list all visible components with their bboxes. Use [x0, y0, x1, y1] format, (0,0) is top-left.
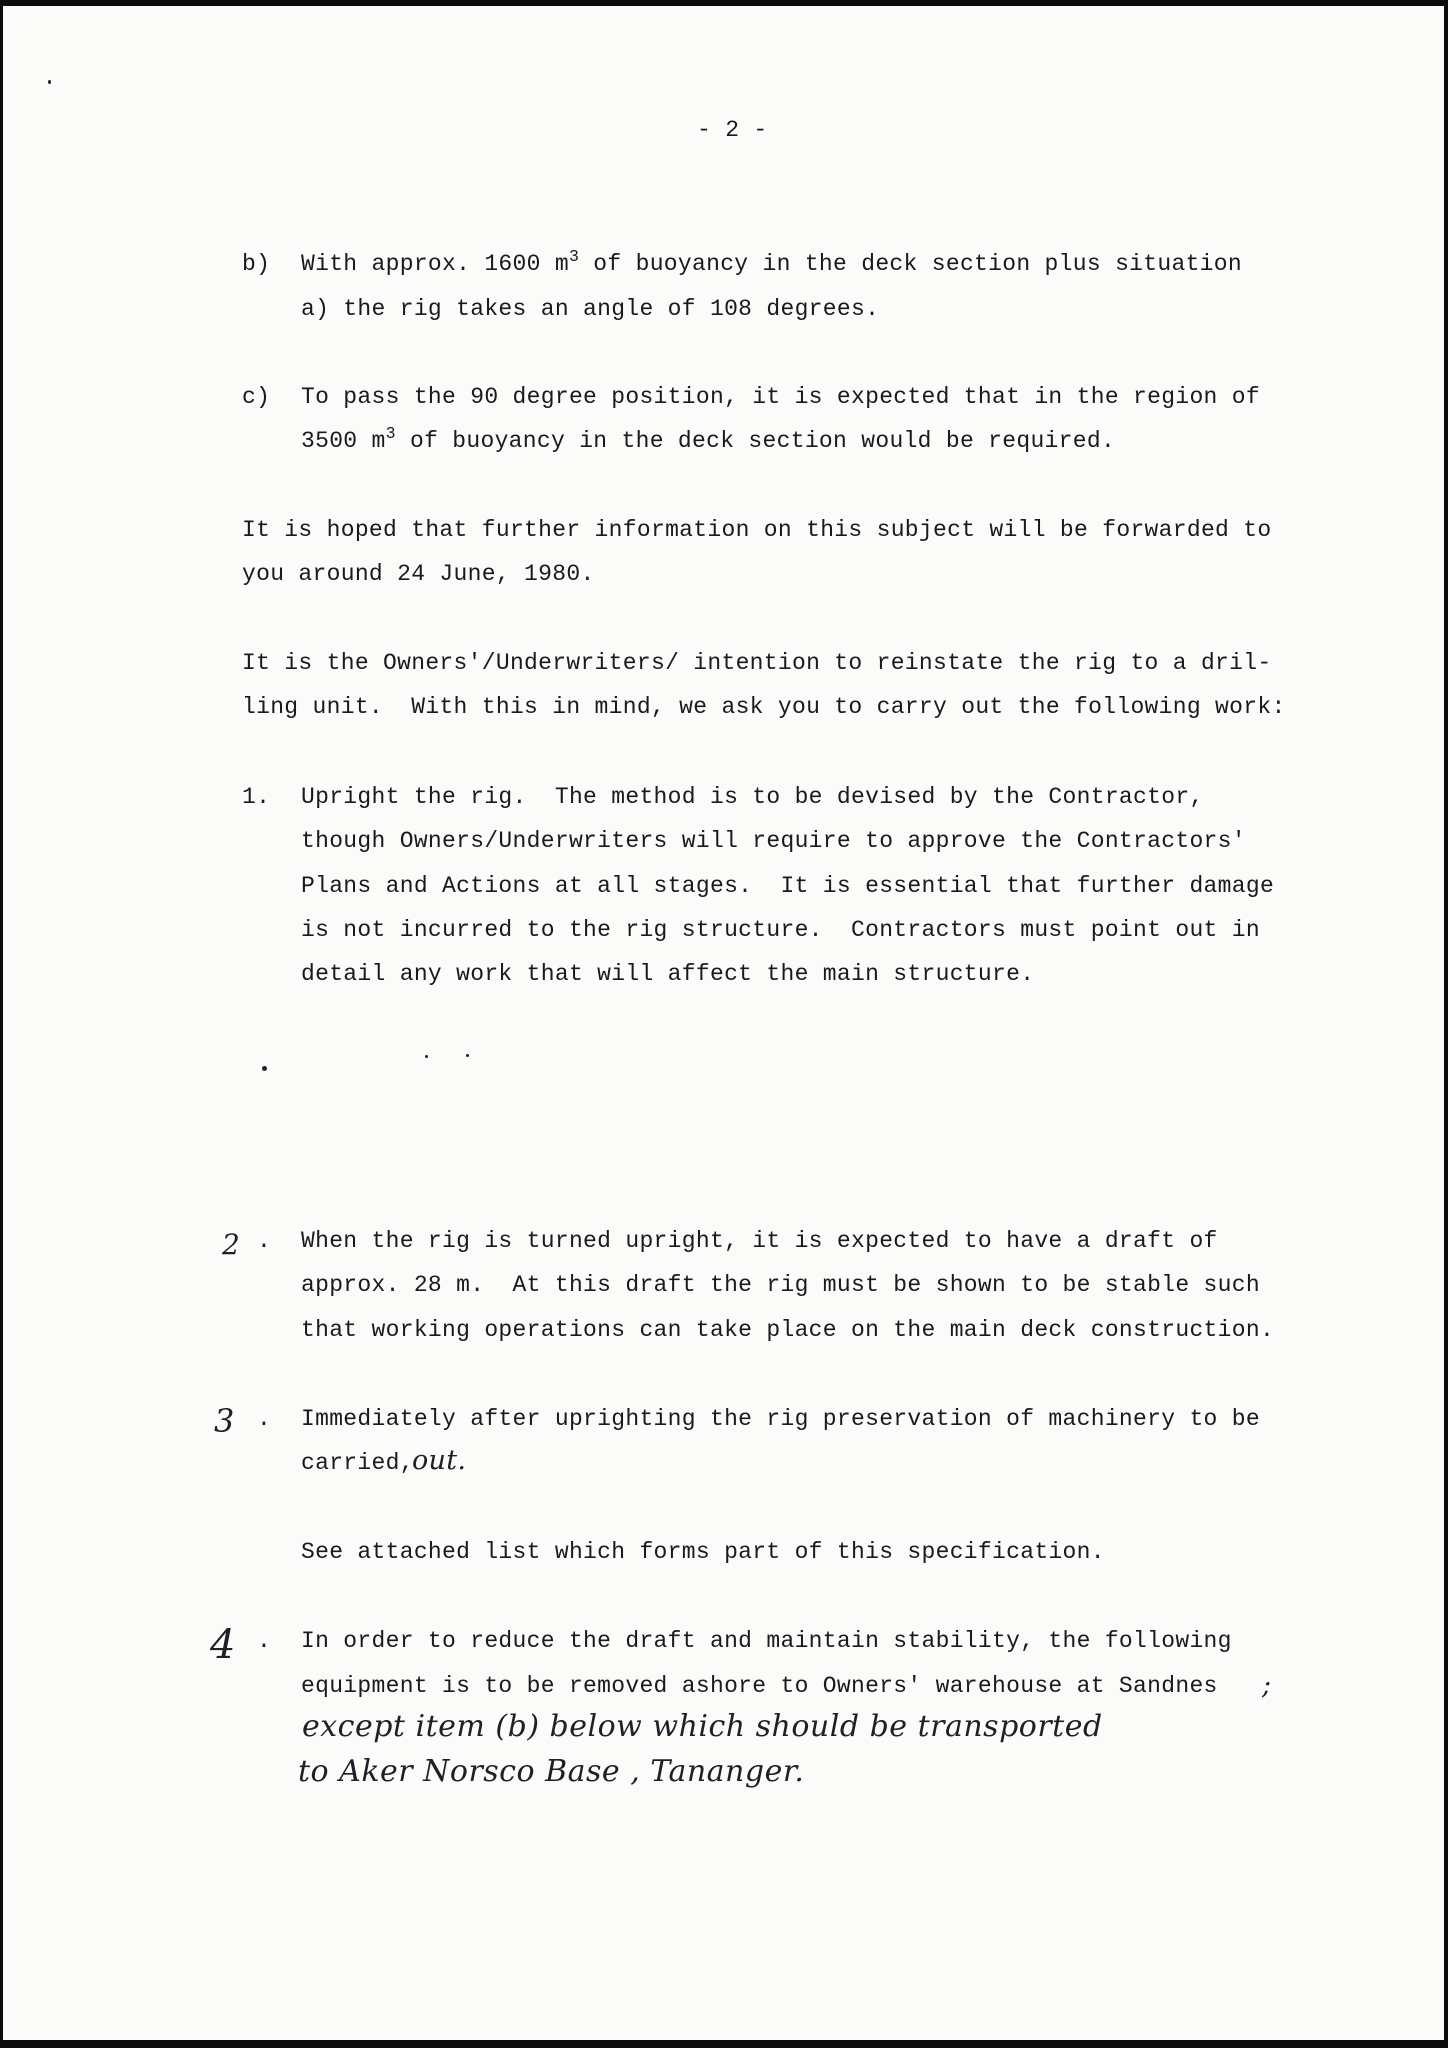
- stray-mark: [425, 1055, 428, 1058]
- scan-edge-bottom: [0, 2040, 1448, 2048]
- item-c-label: c): [242, 384, 271, 410]
- item-4-handwritten-line-2: to Aker Norsco Base , Tananger.: [298, 1754, 805, 1789]
- item-3-line-2-typed: carried,: [301, 1450, 414, 1476]
- para-intention-line-1: It is the Owners'/Underwriters/ intention to reinstate the rig to a dril-: [242, 650, 1272, 676]
- item-2-line: approx. 28 m. At this draft the rig must be shown to be stable such: [301, 1272, 1260, 1298]
- item-3-line-2-handwritten: out.: [412, 1445, 467, 1476]
- stray-mark: [48, 80, 51, 84]
- item-b-line-1: With approx. 1600 $m^3$ of buoyancy in the deck section plus situation: [301, 246, 1242, 277]
- item-2-line: When the rig is turned upright, it is expected to have a draft of: [301, 1228, 1218, 1254]
- item-1-line: Upright the rig. The method is to be devised by the Contractor,: [301, 784, 1204, 810]
- item-2-handwritten-number: 2: [222, 1228, 241, 1261]
- stray-mark: [262, 1066, 267, 1071]
- item-4-handwritten-number: 4: [210, 1622, 236, 1668]
- item-4-line-2-handwritten: ;: [1262, 1670, 1272, 1701]
- item-2-line: that working operations can take place on the main deck construction.: [301, 1317, 1275, 1343]
- scan-edge-top: [0, 0, 1448, 6]
- item-1-line: detail any work that will affect the main structure.: [301, 961, 1035, 987]
- see-attached-note: See attached list which forms part of this specification.: [301, 1539, 1105, 1565]
- item-1-line: Plans and Actions at all stages. It is essential that further damage: [301, 873, 1275, 899]
- item-1-label: 1.: [242, 784, 271, 810]
- item-4-line-1: In order to reduce the draft and maintain stability, the following: [301, 1628, 1232, 1654]
- item-1-line: is not incurred to the rig structure. Contractors must point out in: [301, 917, 1260, 943]
- item-3-dot: .: [257, 1406, 272, 1432]
- item-4-handwritten-line-1: except item (b) below which should be transported: [302, 1709, 1103, 1744]
- item-b-label: b): [242, 251, 271, 277]
- item-4-line-2-typed: equipment is to be removed ashore to Owners' warehouse at Sandnes: [301, 1673, 1218, 1699]
- para-intention-line-2: ling unit. With this in mind, we ask you to carry out the following work:: [242, 694, 1286, 720]
- para-hoped-line-1: It is hoped that further information on this subject will be forwarded to: [242, 517, 1272, 543]
- scan-edge-left: [0, 0, 3, 2048]
- scan-edge-right: [1444, 0, 1448, 2048]
- para-hoped-line-2: you around 24 June, 1980.: [242, 561, 595, 587]
- stray-mark: [466, 1054, 469, 1057]
- item-3-handwritten-number: 3: [214, 1402, 235, 1440]
- item-4-dot: .: [257, 1628, 272, 1654]
- item-c-line-2: 3500 $m^3$ of buoyancy in the deck section would be required.: [301, 423, 1116, 454]
- page-number: - 2 -: [697, 117, 768, 143]
- item-3-line-1: Immediately after uprighting the rig preservation of machinery to be: [301, 1406, 1260, 1432]
- item-1-line: though Owners/Underwriters will require to approve the Contractors': [301, 828, 1246, 854]
- item-b-line-2: a) the rig takes an angle of 108 degrees.: [301, 296, 880, 322]
- item-c-line-1: To pass the 90 degree position, it is expected that in the region of: [301, 384, 1260, 410]
- item-2-dot: .: [257, 1228, 272, 1254]
